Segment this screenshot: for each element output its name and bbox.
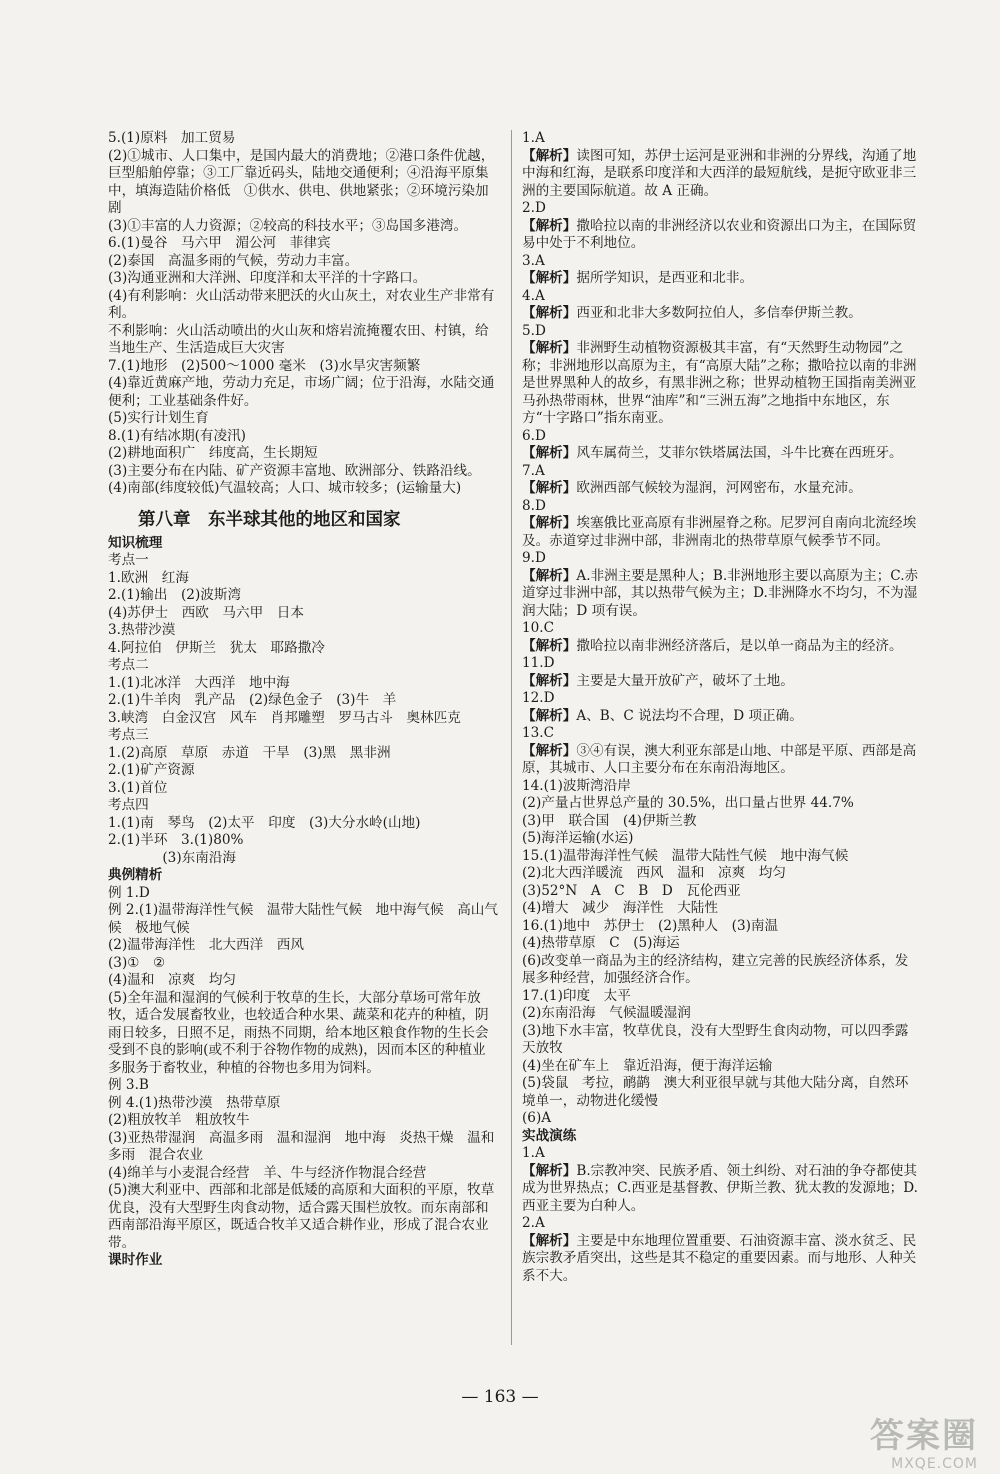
answer-line: (4)南部(纬度较低)气温较高；人口、城市较多；(运输量大)	[108, 480, 462, 496]
watermark-main-text: 答案圈	[870, 1416, 978, 1456]
analysis-tag: 【解析】	[522, 672, 577, 689]
answer-line: (4)温和 凉爽 均匀	[108, 972, 237, 988]
answer-line: (3)地下水丰富，牧草优良，没有大型野生食肉动物，可以四季露天放牧	[522, 1022, 909, 1056]
answer-line: (5)实行计划生育	[108, 410, 209, 426]
answer-line: (2)东南沿海 气候温暖湿润	[522, 1005, 691, 1021]
answer-line: 例 1.D	[108, 884, 150, 901]
analysis-tag: 【解析】	[522, 1162, 577, 1179]
answer-line: 例 4.(1)热带沙漠 热带草原	[108, 1094, 281, 1111]
answer-line: 8.D	[522, 497, 546, 514]
section-heading-homework: 课时作业	[108, 1252, 163, 1268]
answer-line: (2)耕地面积广 纬度高，生长期短	[108, 445, 318, 461]
answer-line: (3)52°N A C B D 瓦伦西亚	[522, 882, 741, 899]
answer-line: 1.A	[522, 130, 545, 146]
answer-line: 3.(1)首位	[108, 779, 168, 796]
answer-line: 2.D	[522, 200, 546, 216]
answer-line: 1.A	[522, 1145, 545, 1161]
answers-group-right-a	[522, 130, 920, 1128]
answer-line: 2.(1)矿产资源	[108, 762, 195, 778]
answers-group-right-b	[522, 1145, 920, 1285]
analysis-tag: 【解析】	[522, 217, 577, 234]
answer-line: 例 3.B	[108, 1077, 149, 1093]
analysis-tag: 【解析】	[522, 515, 577, 531]
analysis-tag: 【解析】	[522, 742, 577, 759]
answer-line: (2)温带海洋性 北大西洋 西风	[108, 937, 304, 953]
answer-line: 1.(1)南 琴鸟 (2)太平 印度 (3)大分水岭(山地)	[108, 814, 421, 831]
answer-line: 5.(1)原料 加工贸易	[108, 130, 236, 146]
answer-line: (4)有利影响：火山活动带来肥沃的火山灰土，对农业生产非常有利。	[108, 287, 495, 321]
answer-line: 考点二	[108, 657, 149, 673]
right-column	[522, 130, 920, 1285]
analysis-line: 【解析】风车属荷兰，艾菲尔铁塔属法国，斗牛比赛在西班牙。	[522, 445, 903, 461]
answer-line: (2)产量占世界总产量的 30.5%，出口量占世界 44.7%	[522, 795, 854, 811]
analysis-line: 【解析】撒哈拉以南非洲经济落后，是以单一商品为主的经济。	[522, 637, 903, 654]
analysis-tag: 【解析】	[522, 637, 577, 654]
answer-line: 11.D	[522, 655, 555, 671]
answer-line: (3)沟通亚洲和大洋洲、印度洋和太平洋的十字路口。	[108, 270, 427, 286]
analysis-line: 【解析】非洲野生动植物资源极其丰富，有“天然野生动物园”之称；非洲地形以高原为主，有“高原大陆”之称；撒哈拉以南的非洲是世界黑种人的故乡，有黑非洲之称；世界动植物王国指南美洲亚马孙热带雨林，世界“油库”和“三洲五海”之地指中东地区，东方“十字路口”指东南亚。	[522, 340, 917, 426]
analysis-line: 【解析】西亚和北非大多数阿拉伯人，多信奉伊斯兰教。	[522, 305, 862, 321]
answers-group-a	[108, 130, 498, 498]
page-number: — 163 —	[461, 1387, 539, 1407]
answer-line: (6)A	[522, 1110, 552, 1126]
answer-line: 17.(1)印度 太平	[522, 987, 631, 1004]
answer-line: 例 2.(1)温带海洋性气候 温带大陆性气候 地中海气候 高山气候 极地气候	[108, 902, 498, 936]
answers-group-b	[108, 552, 498, 867]
answer-line: (5)澳大利亚中、西部和北部是低矮的高原和大面积的平原，牧草优良，没有大型野生肉食动物，适合露天围栏放牧。而东南部和西南部沿海平原区，既适合牧羊又适合耕作业，形成了混合农业带。	[108, 1182, 495, 1251]
answer-line: (4)热带草原 C (5)海运	[522, 935, 680, 951]
answer-line: 16.(1)地中 苏伊士 (2)黑种人 (3)南温	[522, 917, 779, 934]
section-heading-knowledge: 知识梳理	[108, 534, 163, 551]
answer-line: 2.(1)牛羊肉 乳产品 (2)绿色金子 (3)牛 羊	[108, 692, 397, 708]
analysis-line: 【解析】主要是大量开放矿产，破坏了土地。	[522, 672, 794, 689]
answer-line: 3.峡湾 白金汉宫 风车 肖邦雕塑 罗马古斗 奥林匹克	[108, 709, 461, 726]
analysis-line: 【解析】③④有误，澳大利亚东部是山地、中部是平原、西部是高原，其城市、人口主要分布在东南沿海地区。	[522, 742, 917, 776]
answer-line: (2)①城市、人口集中，是国内最大的消费地；②港口条件优越，巨型船舶停靠；③工厂靠近码头，陆地交通便利；④沿海平原集中，填海造陆价格低 ①供水、供电、供地紧张；②环境污染加剧	[108, 147, 495, 216]
answer-line: 考点三	[108, 727, 149, 743]
answer-line: 1.(1)北冰洋 大西洋 地中海	[108, 674, 290, 691]
answer-line: (2)粗放牧羊 粗放牧牛	[108, 1112, 250, 1128]
answer-line: 3.A	[522, 252, 545, 269]
analysis-tag: 【解析】	[522, 270, 577, 286]
answer-line: 6.(1)曼谷 马六甲 湄公河 菲律宾	[108, 235, 331, 251]
analysis-line: 【解析】据所学知识，是西亚和北非。	[522, 270, 754, 286]
analysis-line: 【解析】B.宗教冲突、民族矛盾、领土纠纷、对石油的争夺都使其成为世界热点；C.西亚是基督教、伊斯兰教、犹太教的发源地；D.西亚主要为白种人。	[522, 1162, 919, 1214]
answer-line: (5)全年温和湿润的气候利于牧草的生长，大部分草场可常年放牧，适合发展畜牧业，也较适合种水果、蔬菜和花卉的种植，阴雨日较多，日照不足，雨热不同期，给本地区粮食作物的生长会受到不良的影响(或不利于谷物作物的成熟)，因而本区的种植业多服务于畜牧业，种植的谷物也多用为饲料。	[108, 989, 489, 1076]
analysis-tag: 【解析】	[522, 445, 577, 461]
analysis-tag: 【解析】	[522, 480, 577, 496]
answer-line: (3)①丰富的人力资源；②较高的科技水平；③岛国多港湾。	[108, 217, 468, 234]
answer-line: 12.D	[522, 690, 555, 706]
answer-line: 2.(1)半环 3.(1)80%	[108, 832, 244, 848]
answer-line: 10.C	[522, 620, 555, 636]
analysis-tag: 【解析】	[522, 707, 577, 724]
answer-line: (5)海洋运输(水运)	[522, 830, 634, 846]
answer-line: 8.(1)有结冰期(有凌汛)	[108, 427, 246, 444]
answer-line: (2)北大西洋暖流 西风 温和 凉爽 均匀	[522, 865, 786, 881]
left-column	[108, 130, 498, 1270]
answer-line: 2.(1)输出 (2)波斯湾	[108, 587, 242, 603]
answer-line: 考点四	[108, 797, 149, 813]
answer-line: (5)袋鼠 考拉，鸸鹋 澳大利亚很早就与其他大陆分离，自然环境单一，动物进化缓慢	[522, 1075, 909, 1109]
answer-line: (3)① ②	[108, 954, 166, 971]
answer-line: 7.A	[522, 462, 545, 479]
answer-line: 4.A	[522, 287, 545, 304]
answer-line: 3.热带沙漠	[108, 622, 176, 638]
answer-line: 1.欧洲 红海	[108, 569, 189, 586]
answer-line: 4.阿拉伯 伊斯兰 犹太 耶路撒冷	[108, 639, 325, 656]
analysis-tag: 【解析】	[522, 567, 577, 584]
answer-line: 15.(1)温带海洋性气候 温带大陆性气候 地中海气候	[522, 847, 849, 864]
analysis-line: 【解析】主要是中东地理位置重要、石油资源丰富、淡水贫乏、民族宗教矛盾突出，这些是其不稳定的重要因素。而与地形、人种关系不大。	[522, 1232, 917, 1284]
answer-line: 考点一	[108, 552, 149, 568]
answer-line: (4)坐在矿车上 靠近沿海，便于海洋运输	[522, 1057, 773, 1074]
answer-line: 5.D	[522, 322, 546, 339]
analysis-line: 【解析】A、B、C 说法均不合理，D 项正确。	[522, 707, 803, 724]
answer-line: (6)改变单一商品为主的经济结构，建立完善的民族经济体系，发展多种经营，加强经济合作。	[522, 952, 909, 986]
answer-line: 7.(1)地形 (2)500～1000 毫米 (3)水旱灾害频繁	[108, 357, 421, 374]
answer-line: (3)主要分布在内陆、矿产资源丰富地、欧洲部分、铁路沿线。	[108, 462, 481, 479]
analysis-tag: 【解析】	[522, 340, 577, 356]
answer-line: (4)苏伊士 西欧 马六甲 日本	[108, 604, 304, 621]
answer-line: 9.D	[522, 550, 546, 566]
answer-line: 13.C	[522, 725, 555, 741]
analysis-line: 【解析】读图可知，苏伊士运河是亚洲和非洲的分界线，沟通了地中海和红海，是联系印度洋和大西洋的最短航线，是扼守欧亚非三洲的主要国际航道。故 A 正确。	[522, 147, 917, 199]
answer-line: 不利影响：火山活动喷出的火山灰和熔岩流掩覆农田、村镇，给当地生产、生活造成巨大灾害	[108, 322, 489, 356]
analysis-tag: 【解析】	[522, 305, 577, 321]
watermark-url: MXQE.COM	[891, 1456, 978, 1472]
answer-line: 6.D	[522, 427, 546, 444]
answer-line: (4)增大 减少 海洋性 大陆性	[522, 900, 718, 916]
section-heading-examples: 典例精析	[108, 867, 163, 883]
analysis-line: 【解析】A.非洲主要是黑种人；B.非洲地形主要以高原为主；C.赤道穿过非洲中部，其以热带气候为主；D.非洲降水不均匀，不为湿润大陆；D 项有误。	[522, 567, 919, 619]
answer-line: (2)泰国 高温多雨的气候，劳动力丰富。	[108, 252, 359, 269]
answer-line: (3)亚热带湿润 高温多雨 温和湿润 地中海 炎热干燥 温和多雨 混合农业	[108, 1129, 495, 1163]
answer-line: (4)绵羊与小麦混合经营 羊、牛与经济作物混合经营	[108, 1164, 427, 1181]
analysis-line: 【解析】撒哈拉以南的非洲经济以农业和资源出口为主，在国际贸易中处于不利地位。	[522, 217, 917, 251]
watermark-logo	[870, 1418, 978, 1474]
answer-line: (3)甲 联合国 (4)伊斯兰教	[522, 812, 697, 829]
section-heading-practice: 实战演练	[522, 1127, 577, 1144]
column-divider	[511, 130, 512, 1345]
answers-group-c	[108, 885, 498, 1253]
answer-line: 1.(2)高原 草原 赤道 干旱 (3)黑 黑非洲	[108, 744, 391, 761]
analysis-tag: 【解析】	[522, 1232, 577, 1249]
analysis-tag: 【解析】	[522, 147, 577, 164]
analysis-line: 【解析】欧洲西部气候较为湿润，河网密布，水量充沛。	[522, 480, 862, 496]
answer-line: 2.A	[522, 1215, 545, 1231]
chapter-title: 第八章 东半球其他的地区和国家	[138, 509, 401, 530]
analysis-line: 【解析】埃塞俄比亚高原有非洲屋脊之称。尼罗河自南向北流经埃及。赤道穿过非洲中部，非洲南北的热带草原气候季节不同。	[522, 515, 917, 549]
answer-line: (4)靠近黄麻产地，劳动力充足，市场广阔；位于沿海，水陆交通便利；工业基础条件好。	[108, 375, 495, 409]
answer-line: (3)东南沿海	[108, 849, 237, 866]
answer-line: 14.(1)波斯湾沿岸	[522, 777, 631, 794]
